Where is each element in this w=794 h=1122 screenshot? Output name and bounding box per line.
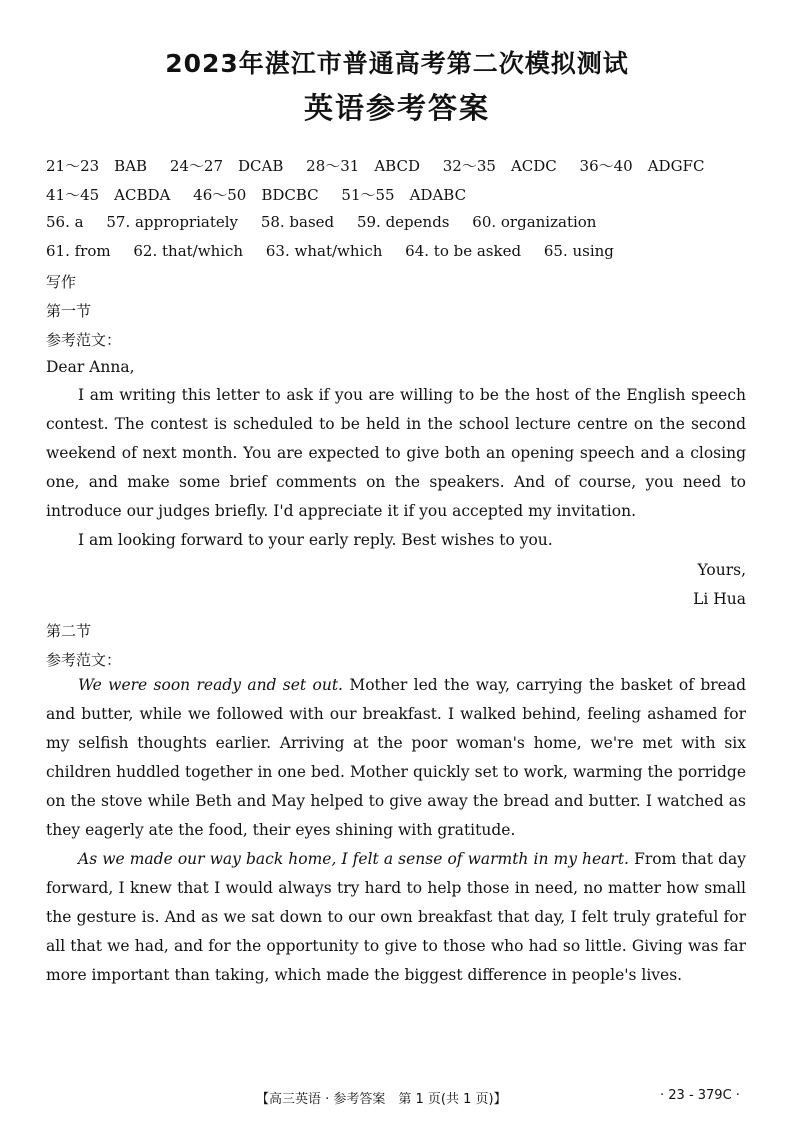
story-paragraph-2-lead: As we made our way back home, I felt a sense of warmth in my heart. <box>78 850 629 868</box>
answer-group: 36～40 ADGFC <box>579 157 705 175</box>
answer-item: 59. depends <box>356 213 450 231</box>
answer-item: 57. appropriately <box>106 213 239 231</box>
page-footer: 【高三英语 · 参考答案 第 1 页(共 1 页)】 <box>256 1092 507 1107</box>
story-paragraph-1 <box>46 671 746 845</box>
answer-key-title: 英语参考答案 <box>303 91 490 125</box>
answer-group: 46～50 BDCBC <box>193 186 319 204</box>
answer-row-4 <box>46 242 632 260</box>
story-paragraph-2 <box>46 845 746 990</box>
answer-row-3 <box>46 213 614 231</box>
story-paragraph-1-body: Mother led the way, carrying the basket of bread and butter, while we followed with our breakfast. I walked behind, feeling ashamed for my selfish thoughts earlier. Arriving at the poor woman's home, we're met with six children huddled together in one bed. Mother quickly set to work, warming the porridge on the stove while Beth and May helped to give away the bread and butter. I watched as they eagerly ate the food, their eyes shining with gratitude. <box>46 676 746 839</box>
answer-group: 28～31 ABCD <box>306 157 420 175</box>
exam-title: 2023年湛江市普通高考第二次模拟测试 <box>165 49 629 78</box>
answer-item: 64. to be asked <box>405 242 522 260</box>
letter-signature: Li Hua <box>693 590 746 608</box>
answer-item: 56. a <box>46 213 84 231</box>
writing-heading: 写作 <box>46 273 77 291</box>
answer-group: 32～35 ACDC <box>442 157 557 175</box>
document-code: · 23 - 379C · <box>660 1088 740 1103</box>
story-paragraph-2-body: From that day forward, I knew that I would always try hard to help those in need, no matter how small the gesture is. And as we sat down to our own breakfast that day, I felt truly grateful for all that we had, and for the opportunity to give to those who had so little. Giving was far more important than taking, which made the biggest difference in people's lives. <box>46 850 747 984</box>
answer-group: 41～45 ACBDA <box>46 186 171 204</box>
letter-greeting: Dear Anna, <box>46 358 135 376</box>
answer-group: 24～27 DCAB <box>169 157 284 175</box>
section-1-heading: 第一节 <box>46 302 92 320</box>
answer-group: 51～55 ADABC <box>341 186 467 204</box>
answer-group: 21～23 BAB <box>46 157 148 175</box>
sample-label-1: 参考范文： <box>46 331 122 349</box>
story-paragraph-1-lead: We were soon ready and set out. <box>78 676 343 694</box>
answer-item: 61. from <box>46 242 111 260</box>
answer-item: 63. what/which <box>265 242 383 260</box>
answer-item: 58. based <box>260 213 335 231</box>
answer-row-1 <box>46 155 722 176</box>
letter-paragraph-1: I am writing this letter to ask if you are willing to be the host of the English speech contest. The contest is scheduled to be held in the school lecture centre on the second weekend of next month. You are expected to give both an opening speech and a closing one, and make some brief comments on the speakers. And of course, you need to introduce our judges briefly. I'd appreciate it if you accepted my invitation. <box>46 386 746 520</box>
answer-item: 60. organization <box>472 213 597 231</box>
section-2-heading: 第二节 <box>46 622 92 640</box>
answer-item: 65. using <box>543 242 614 260</box>
letter-paragraph-2: I am looking forward to your early reply. Best wishes to you. <box>78 531 553 549</box>
sample-label-2: 参考范文： <box>46 651 122 669</box>
letter-closing: Yours, <box>697 561 746 579</box>
answer-item: 62. that/which <box>133 242 244 260</box>
answer-row-2 <box>46 184 484 205</box>
